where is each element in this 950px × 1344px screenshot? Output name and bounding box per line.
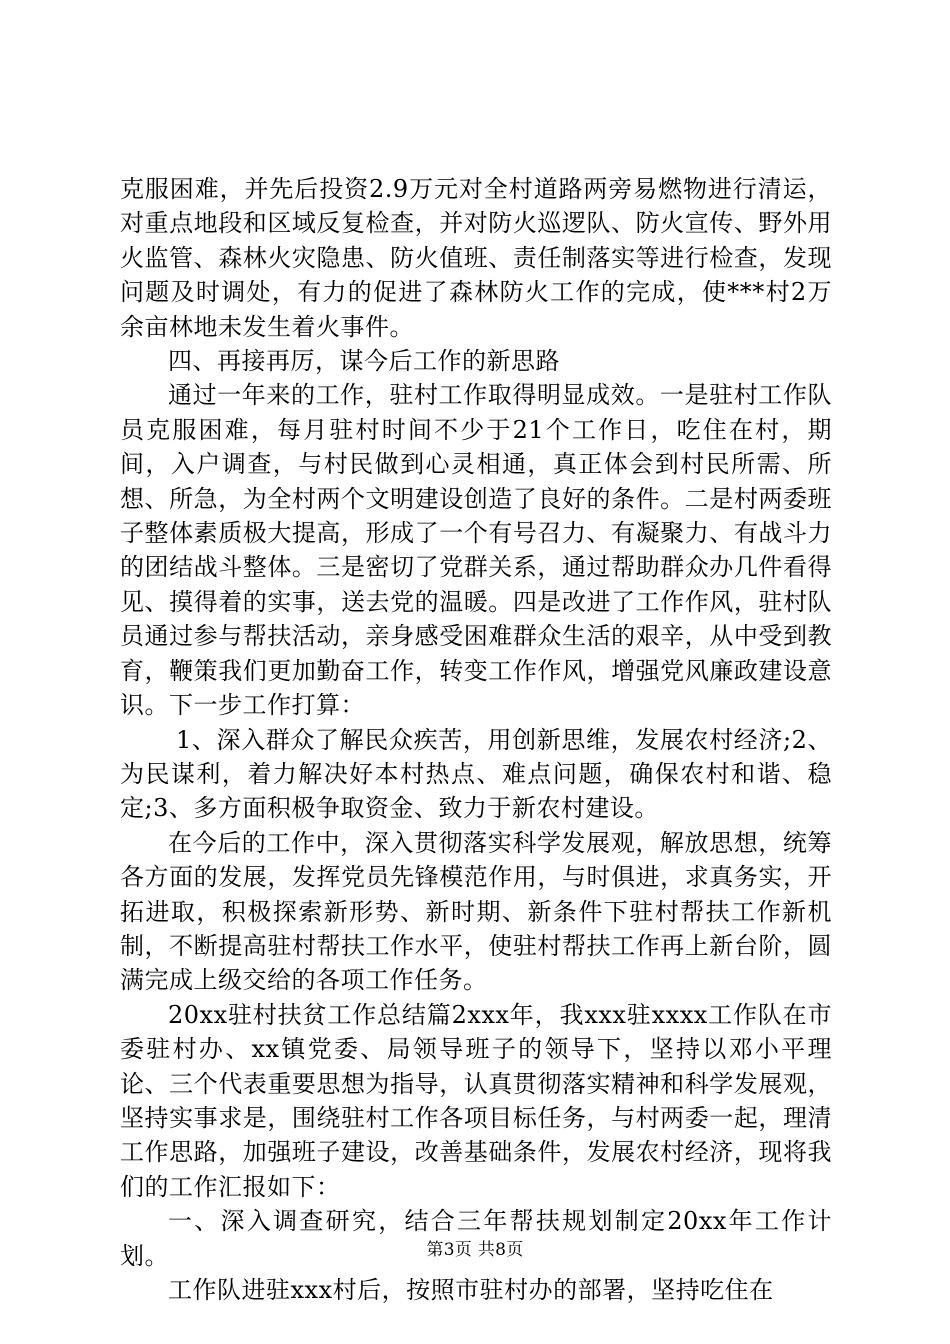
paragraph-next-steps: 1、深入群众了解民众疾苦，用创新思维，发展农村经济;2、为民谋利，着力解决好本村热点、难点问题，确保农村和谐、稳定;3、多方面积极争取资金、致力于新农村建设。	[120, 725, 832, 823]
page-number-footer: 第3页 共8页	[426, 1240, 524, 1260]
paragraph-summary-part-2: 20xx驻村扶贫工作总结篇2xxx年，我xxx驻xxxx工作队在市委驻村办、xx镇党委、局领导班子的领导下，坚持以邓小平理论、三个代表重要思想为指导，认真贯彻落实精神和科学发展观，坚持实事求是，围绕驻村工作各项目标任务，与村两委一起，理清工作思路，加强班子建设，改善基础条件，发展农村经济，现将我们的工作汇报如下：	[120, 1000, 832, 1201]
section-heading-future-plans: 四、再接再厉，谋今后工作的新思路	[168, 347, 560, 376]
paragraph-fire-prevention: 克服困难，并先后投资2.9万元对全村道路两旁易燃物进行清运，对重点地段和区域反复检查，并对防火巡逻队、防火宣传、野外用火监管、森林火灾隐患、防火值班、责任制落实等进行检查，发现问题及时调处，有力的促进了森林防火工作的完成，使***村2万余亩林地未发生着火事件。	[120, 175, 832, 341]
paragraph-work-team: 工作队进驻xxx村后，按照市驻村办的部署，坚持吃住在	[168, 1276, 774, 1304]
section-heading-research: 一、深入调查研究，结合三年帮扶规划制定20xx年工作计划。	[120, 1207, 832, 1270]
document-body	[120, 172, 832, 1307]
paragraph-achievements: 通过一年来的工作，驻村工作取得明显成效。一是驻村工作队员克服困难，每月驻村时间不少于21个工作日，吃住在村，期间，入户调查，与村民做到心灵相通，真正体会到村民所需、所想、所急，为全村两个文明建设创造了良好的条件。二是村两委班子整体素质极大提高，形成了一个有号召力、有凝聚力、有战斗力的团结战斗整体。三是密切了党群关系，通过帮助群众办几件看得见、摸得着的实事，送去党的温暖。四是改进了工作作风，驻村队员通过参与帮扶活动，亲身感受困难群众生活的艰辛，从中受到教育，鞭策我们更加勤奋工作，转变工作作风，增强党风廉政建设意识。下一步工作打算：	[120, 381, 832, 720]
paragraph-future-work: 在今后的工作中，深入贯彻落实科学发展观，解放思想，统筹各方面的发展，发挥党员先锋模范作用，与时俱进，求真务实，开拓进取，积极探索新形势、新时期、新条件下驻村帮扶工作新机制，不断提高驻村帮扶工作水平，使驻村帮扶工作再上新台阶，圆满完成上级交给的各项工作任务。	[120, 828, 832, 995]
